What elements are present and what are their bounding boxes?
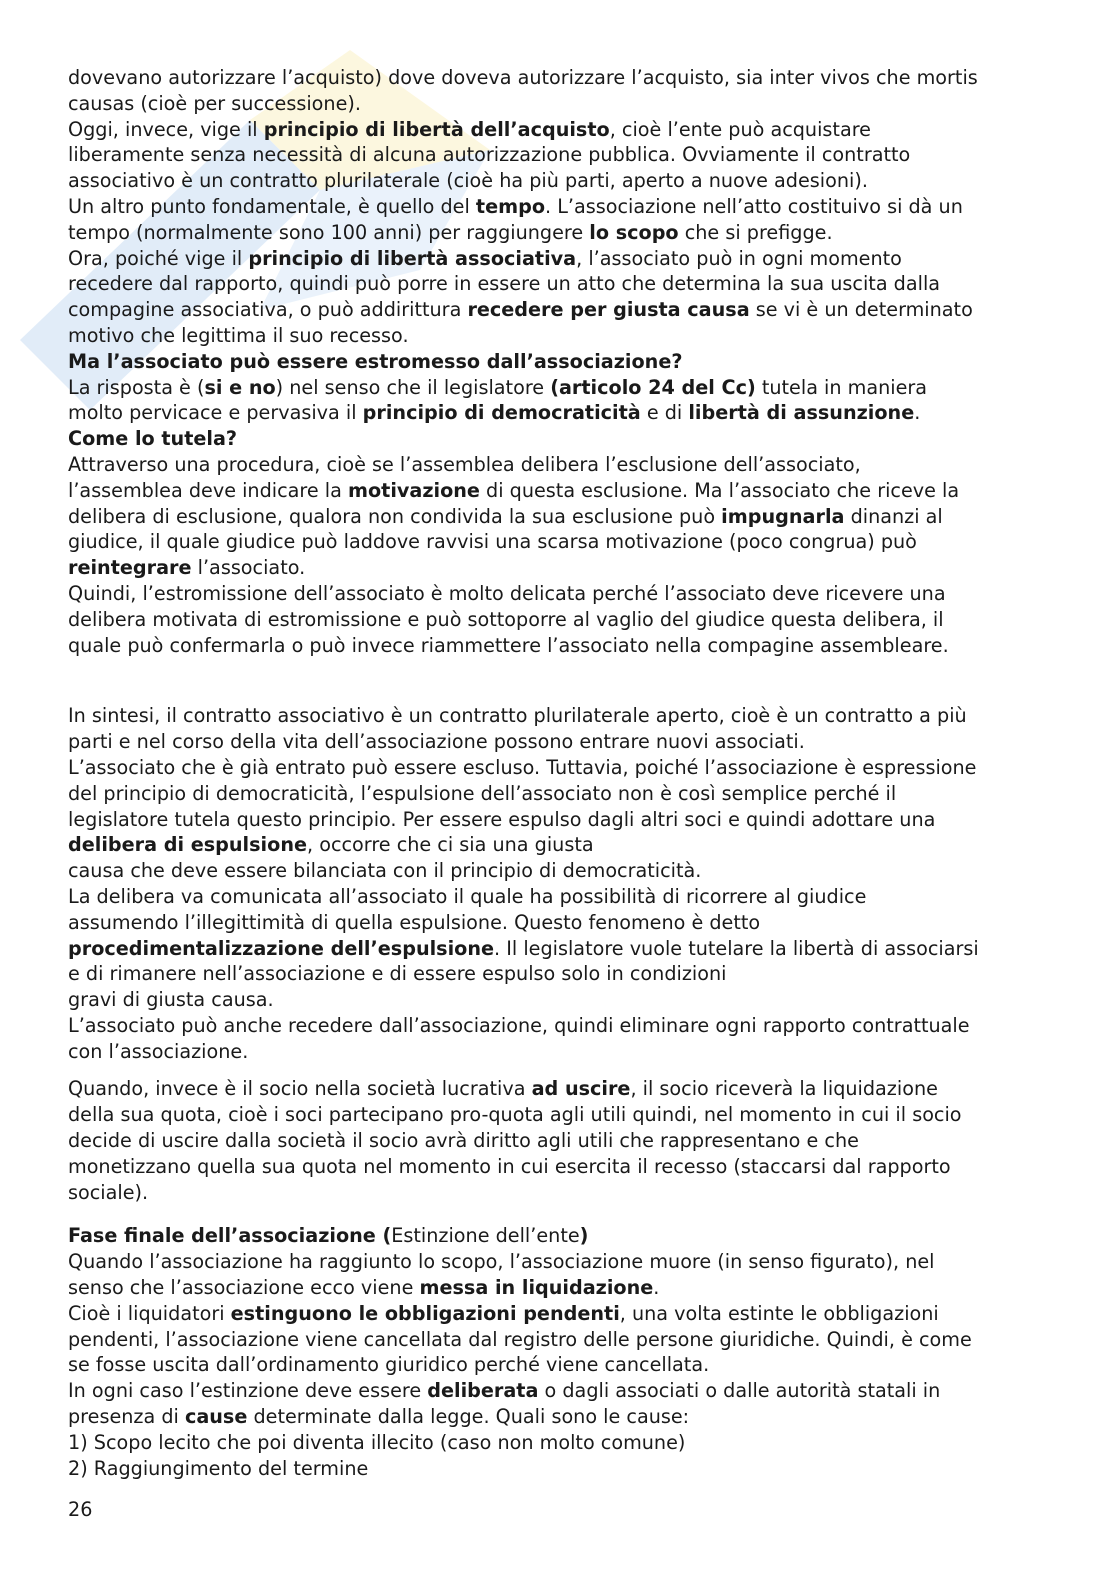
text-run: se vi è un determinato	[749, 298, 973, 322]
bold-text: delibera di espulsione	[68, 833, 307, 857]
text-run: , il socio riceverà la liquidazione	[630, 1077, 938, 1101]
text-run: molto pervicace e pervasiva il	[68, 401, 363, 425]
text-line	[68, 504, 1053, 530]
text-line	[68, 246, 1053, 272]
bold-text: deliberata	[427, 1379, 539, 1403]
text-line	[68, 168, 1053, 194]
text-line	[68, 529, 1053, 555]
text-line	[68, 1154, 1053, 1180]
text-line	[68, 581, 1053, 607]
text-run: gravi di giusta causa.	[68, 988, 274, 1012]
bold-text: principio di libertà dell’acquisto	[263, 117, 610, 141]
text-line	[68, 426, 1053, 452]
text-line	[68, 1404, 1053, 1430]
text-run: l’associato.	[191, 556, 306, 580]
text-run: compagine associativa, o può addirittura	[68, 298, 468, 322]
bold-text: Ma l’associato può essere estromesso dall’associazione?	[68, 349, 683, 373]
text-line	[68, 452, 1053, 478]
bold-text: si e no	[204, 375, 276, 399]
bold-text: libertà di assunzione	[688, 401, 915, 425]
bold-text: Come lo tutela?	[68, 427, 238, 451]
text-line	[68, 1430, 1053, 1456]
text-run: causa che deve essere bilanciata con il principio di democraticità.	[68, 859, 702, 883]
text-run: recedere dal rapporto, quindi può porre in essere un atto che determina la sua uscita dalla	[68, 272, 941, 296]
text-run: che si prefigge.	[678, 220, 833, 244]
text-line	[68, 375, 1053, 401]
bold-text: tempo	[475, 194, 546, 218]
text-line	[68, 478, 1053, 504]
text-run: Quando l’associazione ha raggiunto lo scopo, l’associazione muore (in senso figurato), nel	[68, 1250, 935, 1274]
text-run: quale può confermarla o può invece riammettere l’associato nella compagine assembleare.	[68, 633, 949, 657]
paragraph-gap	[68, 1064, 1053, 1076]
text-line	[68, 755, 1053, 781]
text-line	[68, 729, 1053, 755]
paragraph-gap	[68, 1205, 1053, 1223]
text-line	[68, 858, 1053, 884]
text-run: determinate dalla legge. Quali sono le cause:	[247, 1405, 690, 1429]
text-line	[68, 1013, 1053, 1039]
text-line	[68, 323, 1053, 349]
bold-text: recedere per giusta causa	[467, 298, 750, 322]
text-run: liberamente senza necessità di alcuna autorizzazione pubblica. Ovviamente il contratto	[68, 143, 911, 167]
text-line	[68, 142, 1053, 168]
text-run: In ogni caso l’estinzione deve essere	[68, 1379, 428, 1403]
text-run: .	[914, 401, 921, 425]
text-run: o dagli associati o dalle autorità statali in	[538, 1379, 941, 1403]
text-run: associativo è un contratto plurilaterale (cioè ha più parti, aperto a nuove adesioni).	[68, 169, 868, 193]
text-line	[68, 1128, 1053, 1154]
bold-text: estinguono le obbligazioni pendenti	[230, 1301, 620, 1325]
text-run: tempo (normalmente sono 100 anni) per raggiungere	[68, 220, 590, 244]
text-line	[68, 400, 1053, 426]
text-run: .	[653, 1276, 660, 1300]
text-run: causas (cioè per successione).	[68, 91, 361, 115]
bold-text: messa in liquidazione	[419, 1276, 654, 1300]
document-body	[68, 65, 1053, 1481]
text-run: di questa esclusione. Ma l’associato che riceve la	[479, 478, 960, 502]
bold-text: principio di libertà associativa	[248, 246, 577, 270]
text-line	[68, 884, 1053, 910]
text-run: 2) Raggiungimento del termine	[68, 1456, 369, 1480]
text-run: decide di uscire dalla società il socio avrà diritto agli utili che rappresentano e che	[68, 1129, 859, 1153]
text-line	[68, 807, 1053, 833]
text-run: l’assemblea deve indicare la	[68, 478, 348, 502]
text-run: giudice, il quale giudice può laddove ravvisi una scarsa motivazione (poco congrua) può	[68, 530, 917, 554]
text-line	[68, 194, 1053, 220]
text-line	[68, 220, 1053, 246]
text-run: delibera di esclusione, qualora non condivida la sua esclusione può	[68, 504, 722, 528]
text-run: parti e nel corso della vita dell’associazione possono entrare nuovi associati.	[68, 730, 805, 754]
bold-text: procedimentalizzazione dell’espulsione	[68, 936, 495, 960]
text-run: 1) Scopo lecito che poi diventa illecito (caso non molto comune)	[68, 1430, 686, 1454]
text-line	[68, 703, 1053, 729]
text-run: Oggi, invece, vige il	[68, 117, 264, 141]
text-run: monetizzano quella sua quota nel momento in cui esercita il recesso (staccarsi dal rapporto	[68, 1154, 951, 1178]
text-line	[68, 555, 1053, 581]
text-line	[68, 1275, 1053, 1301]
text-line	[68, 1102, 1053, 1128]
text-run: assumendo l’illegittimità di quella espulsione. Questo fenomeno è detto	[68, 910, 761, 934]
bold-text: motivazione	[347, 478, 480, 502]
text-line	[68, 1249, 1053, 1275]
text-run: legislatore tutela questo principio. Per essere espulso dagli altri soci e quindi adottare una	[68, 807, 936, 831]
text-run: se fosse uscita dall’ordinamento giuridico perché viene cancellata.	[68, 1353, 710, 1377]
text-run: e di	[640, 401, 689, 425]
text-run: . Il legislatore vuole tutelare la libertà di associarsi	[494, 936, 979, 960]
text-line	[68, 297, 1053, 323]
text-run: Quando, invece è il socio nella società lucrativa	[68, 1077, 532, 1101]
text-run: sociale).	[68, 1180, 149, 1204]
bold-text: )	[579, 1224, 589, 1248]
page-number: 26	[68, 1498, 93, 1521]
text-run: , cioè l’ente può acquistare	[609, 117, 871, 141]
text-run: del principio di democraticità, l’espulsione dell’associato non è così semplice perché il	[68, 781, 897, 805]
bold-text: Fase finale dell’associazione (	[68, 1224, 392, 1248]
text-run: Ora, poiché vige il	[68, 246, 249, 270]
paragraph-gap	[68, 658, 1053, 703]
text-line	[68, 987, 1053, 1013]
bold-text: ad uscire	[531, 1077, 631, 1101]
text-line	[68, 1301, 1053, 1327]
text-run: pendenti, l’associazione viene cancellata dal registro delle persone giuridiche. Quindi, è come	[68, 1327, 972, 1351]
text-line	[68, 1327, 1053, 1353]
text-line	[68, 633, 1053, 659]
text-run: L’associato che è già entrato può essere escluso. Tuttavia, poiché l’associazione è espressione	[68, 755, 977, 779]
text-run: tutela in maniera	[755, 375, 928, 399]
text-line	[68, 1352, 1053, 1378]
text-line	[68, 65, 1053, 91]
text-run: Quindi, l’estromissione dell’associato è molto delicata perché l’associato deve ricevere una	[68, 581, 946, 605]
text-run: Un altro punto fondamentale, è quello del	[68, 194, 476, 218]
bold-text: principio di democraticità	[362, 401, 641, 425]
bold-text: lo scopo	[589, 220, 679, 244]
text-run: ) nel senso che il legislatore	[275, 375, 551, 399]
bold-text: reintegrare	[68, 556, 192, 580]
text-run: La risposta è (	[68, 375, 205, 399]
text-line	[68, 936, 1053, 962]
text-run: L’associato può anche recedere dall’associazione, quindi eliminare ogni rapporto contrattuale	[68, 1013, 970, 1037]
text-run: presenza di	[68, 1405, 185, 1429]
text-run: Estinzione dell’ente	[391, 1224, 580, 1248]
text-line	[68, 961, 1053, 987]
text-line	[68, 1223, 1053, 1249]
text-run: , una volta estinte le obbligazioni	[619, 1301, 939, 1325]
text-line	[68, 1378, 1053, 1404]
text-run: , l’associato può in ogni momento	[576, 246, 902, 270]
text-run: Cioè i liquidatori	[68, 1301, 231, 1325]
bold-text: impugnarla	[721, 504, 845, 528]
text-line	[68, 910, 1053, 936]
text-run: , occorre che ci sia una giusta	[307, 833, 594, 857]
text-line	[68, 781, 1053, 807]
text-line	[68, 349, 1053, 375]
text-line	[68, 1039, 1053, 1065]
text-run: e di rimanere nell’associazione e di essere espulso solo in condizioni	[68, 962, 727, 986]
text-line	[68, 117, 1053, 143]
text-run: La delibera va comunicata all’associato il quale ha possibilità di ricorrere al giudice	[68, 884, 867, 908]
text-line	[68, 607, 1053, 633]
text-run: delibera motivata di estromissione e può sottoporre al vaglio del giudice questa delibera, il	[68, 607, 944, 631]
text-run: In sintesi, il contratto associativo è un contratto plurilaterale aperto, cioè è un contratto a più	[68, 704, 967, 728]
text-line	[68, 1180, 1053, 1206]
bold-text: (articolo 24 del Cc)	[550, 375, 756, 399]
text-run: Attraverso una procedura, cioè se l’assemblea delibera l’esclusione dell’associato,	[68, 452, 861, 476]
text-run: dinanzi al	[844, 504, 943, 528]
text-run: . L’associazione nell’atto costituivo si dà un	[545, 194, 963, 218]
text-line	[68, 1456, 1053, 1482]
text-line	[68, 271, 1053, 297]
text-run: con l’associazione.	[68, 1039, 249, 1063]
text-line	[68, 832, 1053, 858]
text-line	[68, 1076, 1053, 1102]
text-run: dovevano autorizzare l’acquisto) dove doveva autorizzare l’acquisto, sia inter vivos che mortis	[68, 66, 978, 89]
text-line	[68, 91, 1053, 117]
text-run: motivo che legittima il suo recesso.	[68, 323, 409, 347]
text-run: senso che l’associazione ecco viene	[68, 1276, 420, 1300]
text-run: della sua quota, cioè i soci partecipano pro-quota agli utili quindi, nel momento in cui il socio	[68, 1103, 962, 1127]
bold-text: cause	[184, 1405, 248, 1429]
